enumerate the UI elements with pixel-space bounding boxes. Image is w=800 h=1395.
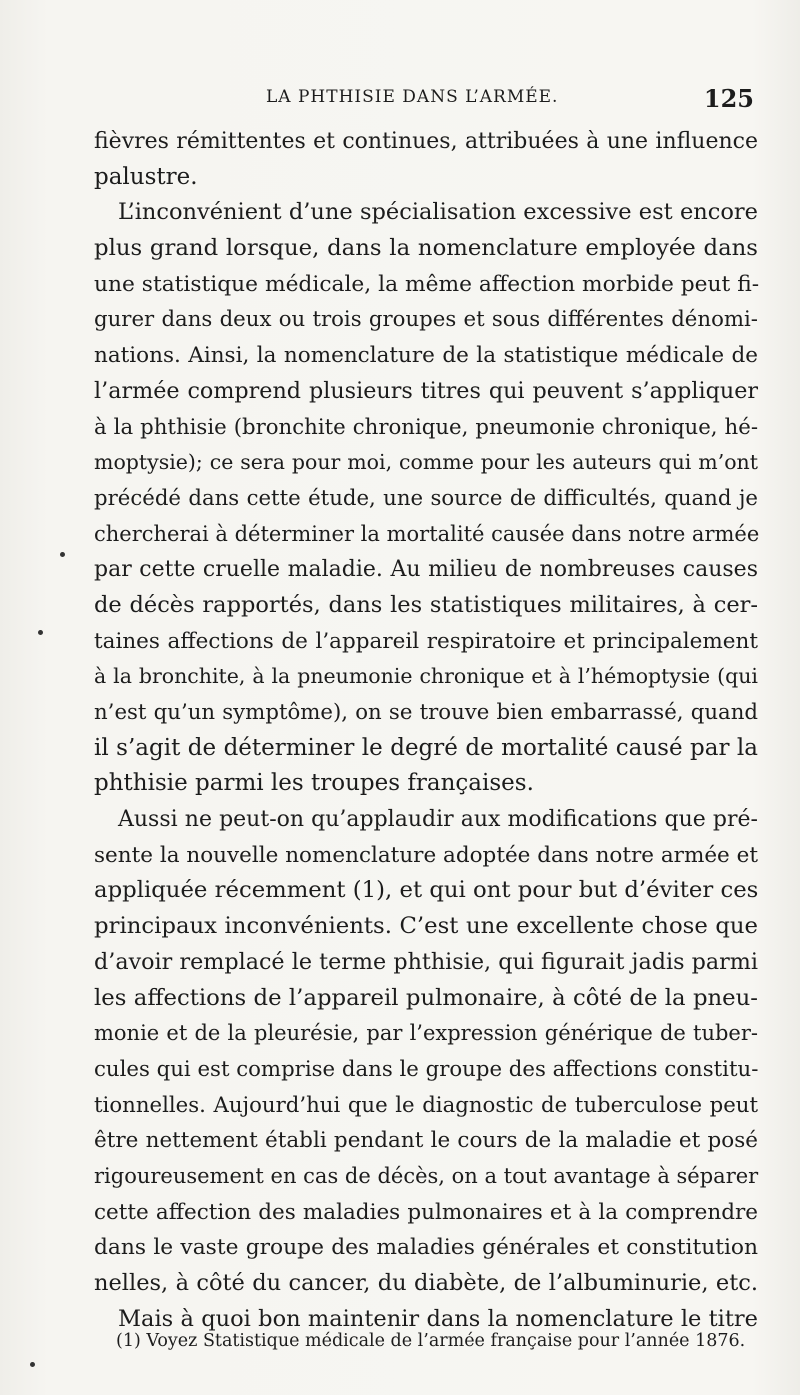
margin-dot — [38, 630, 43, 635]
text-line: dans le vaste groupe des maladies générales et constitution — [94, 1235, 758, 1261]
text-line: par cette cruelle maladie. Au milieu de nombreuses causes — [94, 557, 758, 583]
text-line: de décès rapportés, dans les statistiques militaires, à cer- — [94, 591, 758, 618]
text-line: d’avoir remplacé le terme phthisie, qui figurait jadis parmi — [94, 948, 758, 975]
text-line: nations. Ainsi, la nomenclature de la statistique médicale de — [94, 343, 758, 369]
page-number: 125 — [703, 84, 754, 113]
text-line: L’inconvénient d’une spécialisation excessive est encore — [118, 199, 758, 226]
text-line: chercherai à déterminer la mortalité causée dans notre armée — [94, 521, 760, 546]
text-line: rigoureusement en cas de décès, on a tout avantage à séparer — [94, 1163, 759, 1188]
text-line: l’armée comprend plusieurs titres qui peuvent s’appliquer — [94, 377, 758, 404]
text-line: tionnelles. Aujourd’hui que le diagnostic de tuberculose peut — [94, 1092, 758, 1118]
text-line: il s’agit de déterminer le degré de mortalité causé par la — [94, 734, 758, 761]
text-line: appliquée récemment (1), et qui ont pour but d’éviter ces — [94, 877, 759, 904]
text-line: cette affection des maladies pulmonaires et à la comprendre — [94, 1199, 758, 1225]
text-line: les affections de l’appareil pulmonaire, à côté de la pneu- — [94, 984, 758, 1011]
text-line: à la bronchite, à la pneumonie chronique et à l’hémoptysie (qui — [94, 664, 758, 689]
text-line: cules qui est comprise dans le groupe des affections constitu- — [94, 1056, 759, 1082]
running-head — [96, 84, 754, 118]
text-line: fièvres rémittentes et continues, attribuées à une influence — [94, 129, 758, 154]
text-line: Aussi ne peut-on qu’applaudir aux modifications que pré- — [118, 807, 758, 833]
margin-dot — [60, 552, 65, 557]
text-line: gurer dans deux ou trois groupes et sous différentes dénomi- — [94, 307, 758, 333]
text-line: précédé dans cette étude, une source de difficultés, quand je — [94, 485, 758, 511]
text-line: phthisie parmi les troupes françaises. — [94, 770, 534, 797]
text-line: n’est qu’un symptôme), on se trouve bien embarrassé, quand — [94, 700, 758, 725]
margin-dot — [30, 1362, 35, 1367]
text-line: sente la nouvelle nomenclature adoptée dans notre armée et — [94, 842, 758, 868]
text-line: une statistique médicale, la même affection morbide peut fi- — [94, 271, 760, 297]
text-line: nelles, à côté du cancer, du diabète, de l’albuminurie, etc. — [94, 1270, 758, 1296]
text-line: palustre. — [94, 163, 198, 190]
footnote: (1) Voyez Statistique médicale de l’armée française pour l’année 1876. — [116, 1331, 746, 1351]
running-title: LA PHTHISIE DANS L’ARMÉE. — [266, 87, 559, 107]
body-text — [94, 124, 758, 1337]
text-line: être nettement établi pendant le cours de la maladie et posé — [94, 1128, 758, 1154]
text-line: taines affections de l’appareil respiratoire et principalement — [94, 628, 758, 654]
text-line: plus grand lorsque, dans la nomenclature employée dans — [94, 235, 758, 262]
text-line: principaux inconvénients. C’est une excellente chose que — [94, 913, 758, 940]
text-line: monie et de la pleurésie, par l’expression générique de tuber- — [94, 1021, 758, 1046]
text-line: Mais à quoi bon maintenir dans la nomenclature le titre — [118, 1305, 758, 1332]
text-line: moptysie); ce sera pour moi, comme pour les auteurs qui m’ont — [94, 450, 758, 475]
text-line: à la phthisie (bronchite chronique, pneumonie chronique, hé- — [94, 414, 758, 440]
